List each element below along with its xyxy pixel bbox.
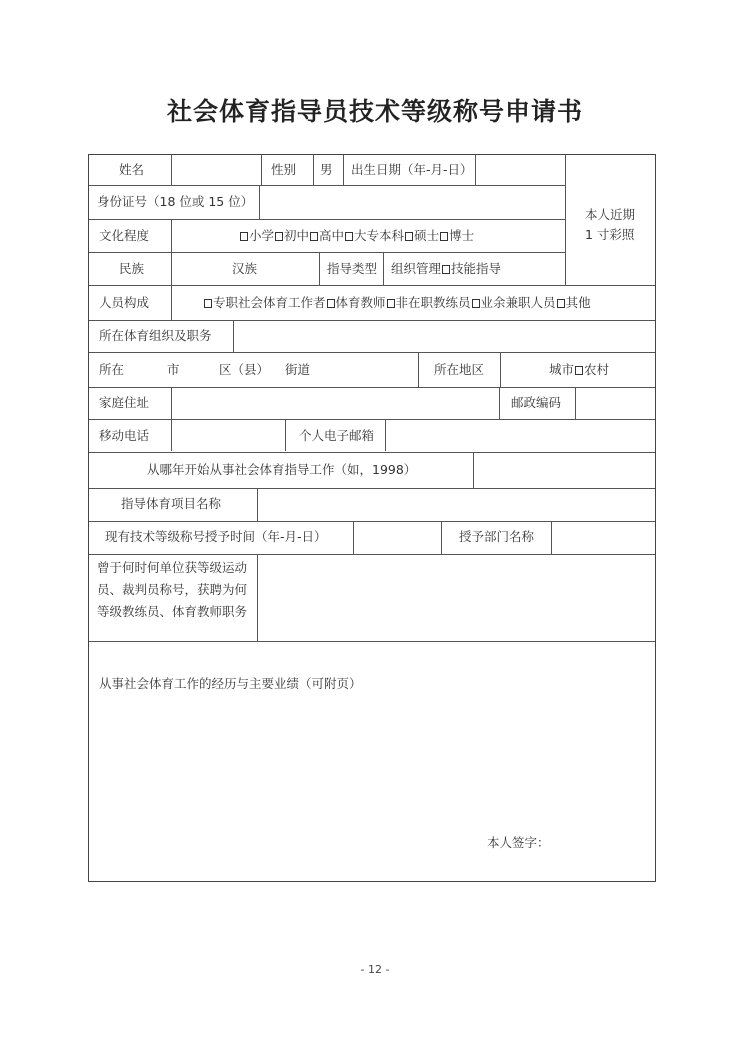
page-title: 社会体育指导员技术等级称号申请书 [166,97,583,126]
address-prefix: 所在 [99,362,125,377]
checkbox[interactable] [405,232,413,241]
checkbox[interactable] [327,299,335,308]
col-divider [259,185,260,219]
option-label: 博士 [449,228,475,243]
application-form [88,154,656,882]
col-divider [285,419,286,451]
option-label: 技能指导 [451,261,502,276]
education-options [239,228,474,244]
checkbox[interactable] [345,232,353,241]
col-divider [353,521,354,554]
col-divider [171,155,172,185]
checkbox[interactable] [440,232,448,241]
region-label: 所在地区 [434,362,485,377]
col-divider [233,320,234,352]
col-divider [319,252,320,285]
option-label: 城市 [549,362,575,377]
checkbox[interactable] [557,299,565,308]
option-label: 体育教师 [335,295,386,310]
personnel-options [203,295,591,311]
col-divider [441,521,442,554]
birth-date-label: 出生日期（年-月-日） [351,162,473,177]
checkbox[interactable] [442,265,450,274]
experience-label: 从事社会体育工作的经历与主要业绩（可附页） [99,676,362,691]
col-divider [499,387,500,419]
option-label: 硕士 [414,228,440,243]
option-label: 小学 [249,228,275,243]
col-divider [171,219,172,320]
option-label: 高中 [319,228,345,243]
project-name-label: 指导体育项目名称 [121,496,222,511]
grant-time-label: 现有技术等级称号授予时间（年-月-日） [105,529,327,544]
col-divider [261,155,262,185]
checkbox[interactable] [472,299,480,308]
option-label: 业余兼职人员 [480,295,556,310]
page-number: - 12 - [360,963,390,976]
col-divider [575,387,576,419]
col-divider [257,488,258,521]
checkbox[interactable] [310,232,318,241]
photo-label-line2: 1 寸彩照 [585,227,635,242]
personnel-label: 人员构成 [99,295,150,310]
grant-department-label: 授予部门名称 [459,529,535,544]
option-label: 大专本科 [354,228,405,243]
row-divider [89,219,565,220]
ethnicity-value: 汉族 [232,261,258,276]
col-divider [500,352,501,387]
row-divider [89,488,655,489]
guidance-type-options [391,261,501,277]
col-divider [343,155,344,185]
start-year-label: 从哪年开始从事社会体育指导工作（如，1998） [147,462,417,477]
row-divider [89,320,655,321]
row-divider [89,641,655,642]
row-divider [89,185,565,186]
row-divider [89,352,655,353]
col-divider [385,419,386,451]
col-divider [383,252,384,285]
history-label: 曾于何时何单位获等级运动员、裁判员称号，获聘为何等级教练员、体育教师职务 [97,560,248,619]
option-label: 组织管理 [391,261,442,276]
signature-label: 本人签字： [487,835,550,850]
address-street-label: 街道 [285,362,311,377]
col-divider [313,155,314,185]
mobile-label: 移动电话 [99,428,150,443]
name-label: 姓名 [119,162,145,177]
col-divider [473,452,474,488]
checkbox[interactable] [240,232,248,241]
col-divider [551,521,552,554]
address-city-label: 市 [167,362,180,377]
option-label: 农村 [584,362,610,377]
id-number-label: 身份证号（18 位或 15 位） [97,194,254,209]
email-label: 个人电子邮箱 [299,428,375,443]
home-address-label: 家庭住址 [99,395,150,410]
row-divider [89,554,655,555]
row-divider [89,452,655,453]
row-divider [89,521,655,522]
guidance-type-label: 指导类型 [327,261,378,276]
row-divider [89,252,565,253]
postal-code-label: 邮政编码 [511,395,562,410]
option-label: 初中 [284,228,310,243]
col-divider [565,155,566,285]
row-divider [89,285,655,286]
checkbox[interactable] [204,299,212,308]
organization-label: 所在体育组织及职务 [99,328,212,343]
col-divider [171,387,172,451]
checkbox[interactable] [275,232,283,241]
row-divider [89,387,655,388]
checkbox[interactable] [387,299,395,308]
option-label: 非在职教练员 [395,295,471,310]
col-divider [475,155,476,185]
ethnicity-label: 民族 [119,261,145,276]
region-options [549,362,609,378]
gender-value: 男 [320,162,333,177]
education-label: 文化程度 [99,228,150,243]
gender-label: 性别 [271,162,297,177]
address-district-label: 区（县） [219,362,270,377]
col-divider [257,554,258,641]
option-label: 其他 [565,295,591,310]
row-divider [89,419,655,420]
photo-label-line1: 本人近期 [585,207,636,222]
col-divider [418,352,419,387]
checkbox[interactable] [575,366,583,375]
option-label: 专职社会体育工作者 [213,295,326,310]
